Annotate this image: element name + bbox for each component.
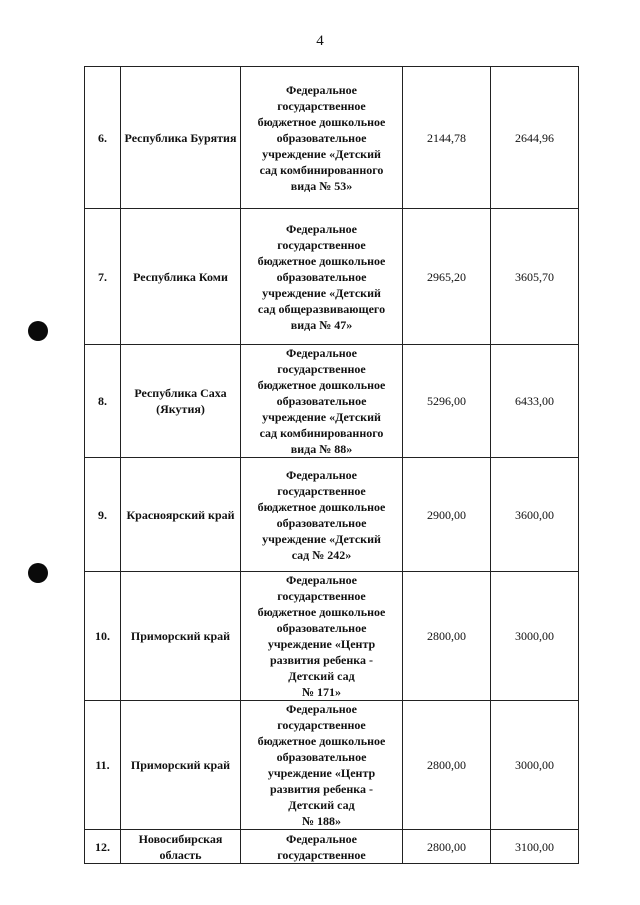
institution-line: бюджетное дошкольное <box>257 253 386 268</box>
row-number: 11. <box>85 701 121 830</box>
institution-line: государственное <box>277 718 366 732</box>
table-row <box>85 345 579 458</box>
row-number: 6. <box>85 67 121 209</box>
value-column-2: 6433,00 <box>491 345 579 458</box>
institution-name <box>241 458 403 572</box>
institution-line: учреждение «Детский <box>262 410 381 424</box>
institution-line: вида № 53» <box>290 178 353 193</box>
value-column-1: 2800,00 <box>403 572 491 701</box>
row-number: 7. <box>85 209 121 345</box>
value-column-2: 3000,00 <box>491 572 579 701</box>
region-name: Республика Коми <box>121 209 241 345</box>
value-column-1: 2965,20 <box>403 209 491 345</box>
institution-line: Детский сад <box>288 798 355 812</box>
page-number: 4 <box>316 33 324 49</box>
institution-line: сад комбинированного <box>259 162 384 177</box>
punch-hole-mark-bottom <box>28 563 48 583</box>
institution-line: учреждение «Центр <box>267 637 376 651</box>
institution-line: № 171» <box>301 685 342 699</box>
region-name: Красноярский край <box>121 458 241 572</box>
institution-name <box>241 701 403 830</box>
institution-line: развития ребенка - <box>269 653 373 667</box>
institution-line: Федеральное <box>286 702 357 716</box>
value-column-2: 3100,00 <box>491 830 579 864</box>
institution-name <box>241 830 403 864</box>
institution-line: Федеральное <box>286 467 357 482</box>
row-number: 10. <box>85 572 121 701</box>
institution-line: сад комбинированного <box>259 426 384 440</box>
institution-line: государственное <box>277 589 366 603</box>
value-column-1: 2800,00 <box>403 701 491 830</box>
value-column-1: 2900,00 <box>403 458 491 572</box>
institution-line: государственное <box>277 237 366 252</box>
value-column-2: 3000,00 <box>491 701 579 830</box>
region-name: Республика Саха (Якутия) <box>121 345 241 458</box>
institution-name <box>241 345 403 458</box>
value-column-2: 3605,70 <box>491 209 579 345</box>
table-row <box>85 67 579 209</box>
institution-name <box>241 572 403 701</box>
institution-line: бюджетное дошкольное <box>257 378 386 392</box>
table-row <box>85 701 579 830</box>
institution-line: бюджетное дошкольное <box>257 499 386 514</box>
institution-line: образовательное <box>276 750 367 764</box>
institution-line: государственное <box>277 483 366 498</box>
row-number: 12. <box>85 830 121 864</box>
table-row <box>85 572 579 701</box>
table-row <box>85 830 579 864</box>
institution-line: образовательное <box>276 621 367 635</box>
institution-line: бюджетное дошкольное <box>257 734 386 748</box>
institution-line: бюджетное дошкольное <box>257 114 386 129</box>
value-column-2: 3600,00 <box>491 458 579 572</box>
institution-line: учреждение «Центр <box>267 766 376 780</box>
institution-line: бюджетное дошкольное <box>257 605 386 619</box>
institutions-table <box>84 66 579 864</box>
institution-line: Федеральное <box>286 831 357 846</box>
institution-line: Федеральное <box>286 346 357 360</box>
institution-line: образовательное <box>276 130 367 145</box>
value-column-1: 5296,00 <box>403 345 491 458</box>
institution-line: вида № 47» <box>290 317 353 332</box>
institution-line: учреждение «Детский <box>262 531 381 546</box>
row-number: 8. <box>85 345 121 458</box>
value-column-1: 2800,00 <box>403 830 491 864</box>
row-number: 9. <box>85 458 121 572</box>
institution-name <box>241 67 403 209</box>
institution-line: учреждение «Детский <box>262 285 381 300</box>
institution-line: государственное <box>277 362 366 376</box>
region-name: Новосибирская область <box>121 830 241 864</box>
institution-name <box>241 209 403 345</box>
region-name: Приморский край <box>121 701 241 830</box>
institution-line: сад № 242» <box>291 547 352 562</box>
value-column-2: 2644,96 <box>491 67 579 209</box>
region-name: Республика Бурятия <box>121 67 241 209</box>
institution-line: Федеральное <box>286 573 357 587</box>
region-name: Приморский край <box>121 572 241 701</box>
institution-line: образовательное <box>276 515 367 530</box>
institution-line: Федеральное <box>286 221 357 236</box>
institution-line: образовательное <box>276 394 367 408</box>
institution-line: учреждение «Детский <box>262 146 381 161</box>
institution-line: вида № 88» <box>290 442 353 456</box>
table-row <box>85 458 579 572</box>
institution-line: государственное <box>277 847 366 862</box>
institution-line: № 188» <box>301 814 342 828</box>
institution-line: Федеральное <box>286 82 357 97</box>
table-row <box>85 209 579 345</box>
value-column-1: 2144,78 <box>403 67 491 209</box>
institution-line: Детский сад <box>288 669 355 683</box>
institution-line: сад общеразвивающего <box>257 301 386 316</box>
institution-line: образовательное <box>276 269 367 284</box>
institution-line: развития ребенка - <box>269 782 373 796</box>
institution-line: государственное <box>277 98 366 113</box>
punch-hole-mark-top <box>28 321 48 341</box>
